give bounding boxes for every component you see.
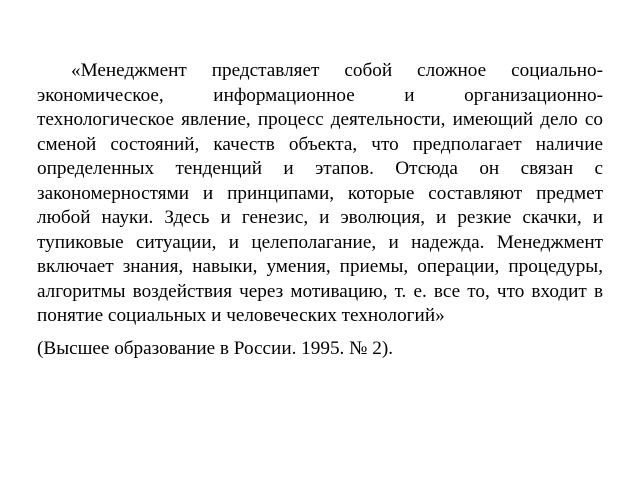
slide-text-block — [37, 59, 603, 361]
source-citation: (Высшее образование в России. 1995. № 2). — [37, 337, 394, 359]
quote-paragraph: «Менеджмент представляет собой сложное социально-экономическое, информационное и организационно-технологическое явление, процесс деятельности, имеющий дело со сменой состояний, качеств объекта, что предполагает наличие определенных тенденций и этапов. Отсюда он связан с закономерностями и принципами, которые составляют предмет любой науки. Здесь и генезис, и эволюция, и резкие скачки, и тупиковые ситуации, и целеполагание, и надежда. Менеджмент включает знания, навыки, умения, приемы, операции, процедуры, алгоритмы воздействия через мотивацию, т. е. все то, что входит в понятие социальных и человеческих технологий» — [37, 60, 603, 326]
